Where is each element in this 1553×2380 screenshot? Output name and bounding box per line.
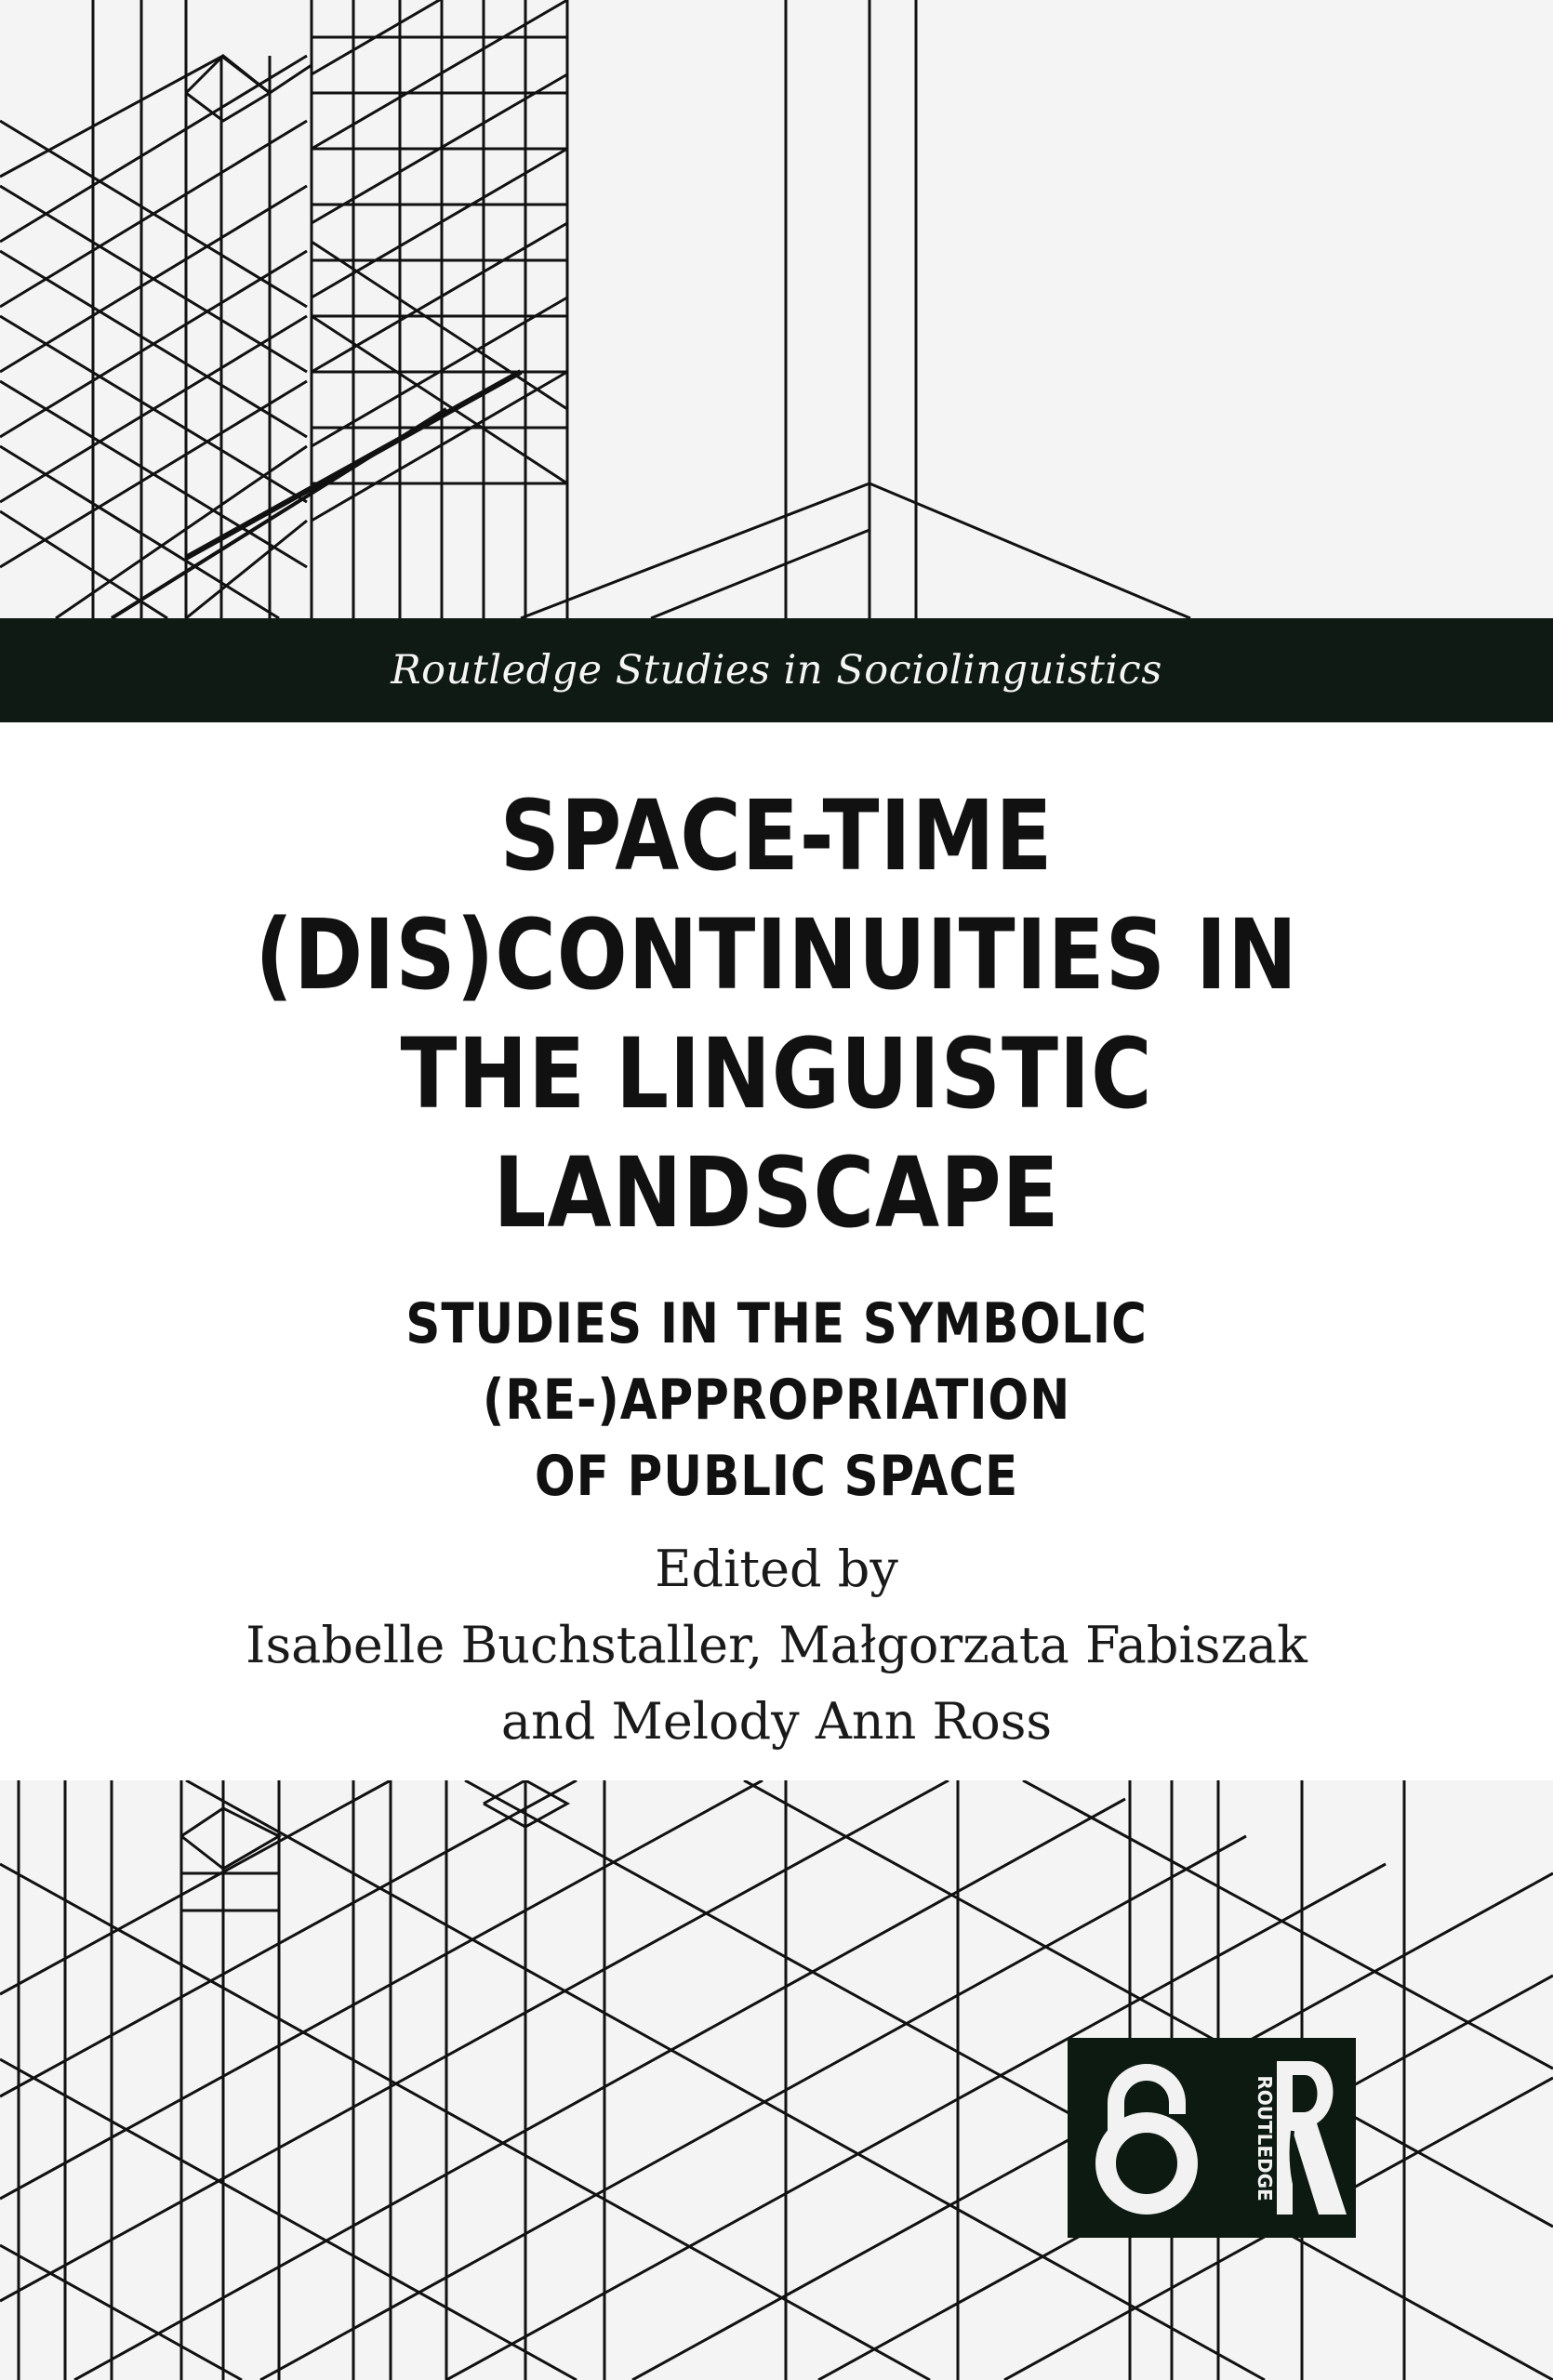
series-band bbox=[0, 618, 1553, 722]
book-title bbox=[177, 776, 1376, 1252]
book-editors bbox=[0, 1531, 1553, 1760]
publisher-logo bbox=[1068, 2038, 1356, 2238]
book-title-line: LANDSCAPE bbox=[493, 1136, 1060, 1250]
book-title-line: (DIS)CONTINUITIES IN bbox=[255, 898, 1298, 1012]
pattern-top-graphic bbox=[0, 0, 1553, 618]
book-title-line: SPACE-TIME bbox=[499, 779, 1054, 892]
routledge-icon bbox=[1277, 2061, 1347, 2215]
open-access-icon bbox=[1106, 2072, 1188, 2204]
book-title-line: THE LINGUISTIC bbox=[400, 1017, 1153, 1130]
series-title: Routledge Studies in Sociolinguistics bbox=[391, 647, 1162, 694]
edited-by-label: Edited by bbox=[655, 1540, 898, 1598]
editors-line: and Melody Ann Ross bbox=[500, 1692, 1053, 1751]
book-subtitle-line: OF PUBLIC SPACE bbox=[534, 1444, 1019, 1509]
logo-graphic bbox=[1068, 2038, 1356, 2238]
logo-publisher-text: ROUTLEDGE bbox=[1254, 2075, 1276, 2202]
book-subtitle bbox=[137, 1286, 1416, 1514]
editors-line: Isabelle Buchstaller, Małgorzata Fabiszak bbox=[246, 1616, 1307, 1674]
cover-pattern-top bbox=[0, 0, 1553, 618]
book-subtitle-line: STUDIES IN THE SYMBOLIC (RE-)APPROPRIATION bbox=[405, 1291, 1148, 1433]
title-block bbox=[0, 722, 1553, 1780]
